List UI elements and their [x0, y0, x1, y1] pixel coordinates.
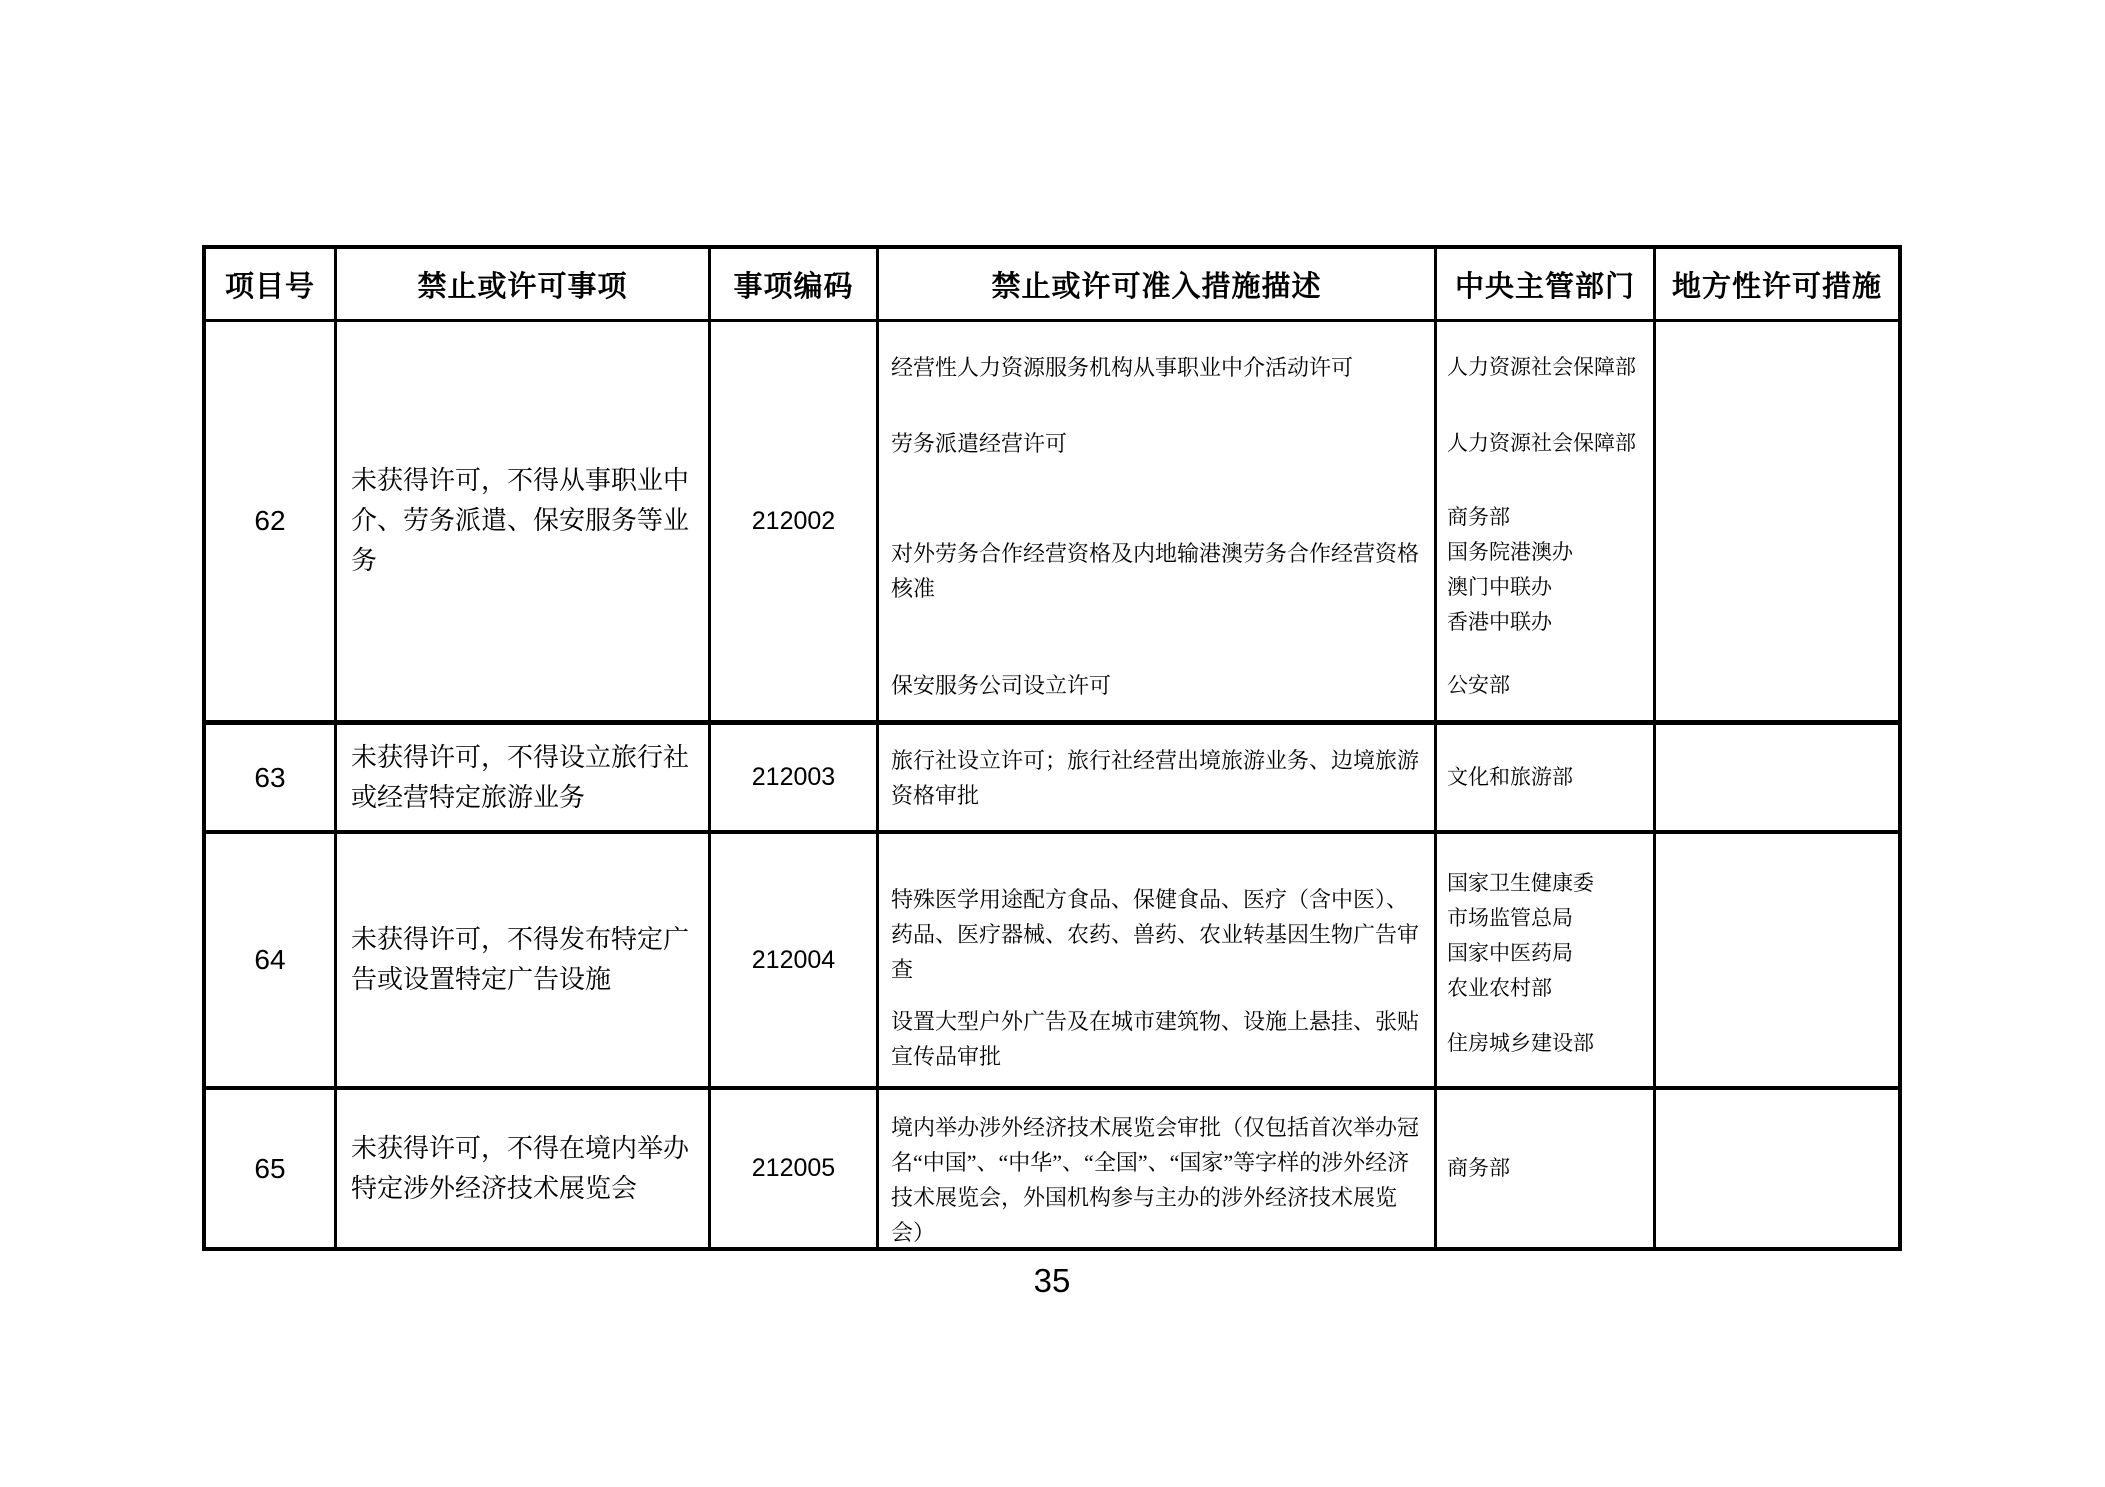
measure-text: 特殊医学用途配方食品、保健食品、医疗（含中医）、药品、医疗器械、农药、兽药、农业转基因生物广告审查	[891, 887, 1420, 982]
table-row	[206, 322, 1898, 725]
measure-text: 旅行社设立许可；旅行社经营出境旅游业务、边境旅游资格审批	[891, 747, 1420, 808]
header-local-measures: 地方性许可措施	[1671, 270, 1882, 303]
code-cell: 212003	[711, 725, 879, 830]
measure-text: 劳务派遣经营许可	[891, 431, 1068, 456]
department-name: 文化和旅游部	[1447, 765, 1573, 789]
code-cell: 212004	[711, 834, 879, 1086]
item-no-cell: 65	[206, 1090, 337, 1247]
measures-cell	[879, 322, 1437, 720]
item-no-cell: 64	[206, 834, 337, 1086]
item-cell	[337, 834, 711, 1086]
table-row	[206, 725, 1898, 834]
table-header-row	[206, 249, 1898, 322]
departments-cell	[1437, 1090, 1656, 1247]
page-number: 35	[1033, 1262, 1071, 1299]
department-name: 澳门中联办	[1447, 575, 1552, 599]
measure-text: 对外劳务合作经营资格及内地输港澳劳务合作经营资格核准	[891, 541, 1420, 601]
item-text: 未获得许可，不得在境内举办特定涉外经济技术展览会	[351, 1133, 690, 1203]
measure-text: 保安服务公司设立许可	[891, 673, 1112, 698]
measures-cell	[879, 834, 1437, 1086]
department-name: 住房城乡建设部	[1447, 1031, 1594, 1055]
department-name: 国家卫生健康委	[1447, 871, 1594, 895]
item-no-cell: 62	[206, 322, 337, 720]
department-name: 市场监管总局	[1447, 906, 1573, 930]
local-measures-cell	[1656, 1090, 1898, 1247]
header-measure-description: 禁止或许可准入措施描述	[879, 249, 1437, 319]
department-name: 人力资源社会保障部	[1447, 355, 1636, 379]
item-cell	[337, 1090, 711, 1247]
measures-cell	[879, 1090, 1437, 1247]
item-text: 未获得许可，不得发布特定广告或设置特定广告设施	[351, 925, 690, 994]
department-name: 人力资源社会保障部	[1447, 431, 1636, 455]
measure-text: 经营性人力资源服务机构从事职业中介活动许可	[891, 355, 1354, 380]
item-no-cell: 63	[206, 725, 337, 830]
item-cell	[337, 322, 711, 720]
market-access-table	[202, 245, 1902, 1251]
departments-cell	[1437, 725, 1656, 830]
measures-cell	[879, 725, 1437, 830]
department-name: 农业农村部	[1447, 976, 1552, 1000]
departments-cell	[1437, 322, 1656, 720]
local-measures-cell	[1656, 725, 1898, 830]
header-prohibited-item: 禁止或许可事项	[337, 249, 711, 319]
code-cell: 212005	[711, 1090, 879, 1247]
department-name: 香港中联办	[1447, 610, 1552, 634]
header-item-code: 事项编码	[711, 249, 879, 319]
department-name: 公安部	[1447, 673, 1510, 697]
measure-text: 境内举办涉外经济技术展览会审批（仅包括首次举办冠名“中国”、“中华”、“全国”、“国家”等字样的涉外经济技术展览会，外国机构参与主办的涉外经济技术展览会）	[891, 1115, 1420, 1245]
table-row	[206, 834, 1898, 1090]
item-text: 未获得许可，不得从事职业中介、劳务派遣、保安服务等业务	[351, 466, 690, 575]
department-name: 国务院港澳办	[1447, 540, 1573, 564]
local-measures-cell	[1656, 834, 1898, 1086]
department-name: 商务部	[1447, 1156, 1510, 1180]
measure-text: 设置大型户外广告及在城市建筑物、设施上悬挂、张贴宣传品审批	[891, 1009, 1420, 1069]
department-name: 商务部	[1447, 505, 1510, 529]
header-item-no: 项目号	[206, 249, 337, 319]
departments-cell	[1437, 834, 1656, 1086]
local-measures-cell	[1656, 322, 1898, 720]
item-cell	[337, 725, 711, 830]
department-name: 国家中医药局	[1447, 941, 1573, 965]
code-cell: 212002	[711, 322, 879, 720]
header-central-department: 中央主管部门	[1437, 249, 1656, 319]
table-row	[206, 1090, 1898, 1247]
item-text: 未获得许可，不得设立旅行社或经营特定旅游业务	[351, 742, 690, 812]
